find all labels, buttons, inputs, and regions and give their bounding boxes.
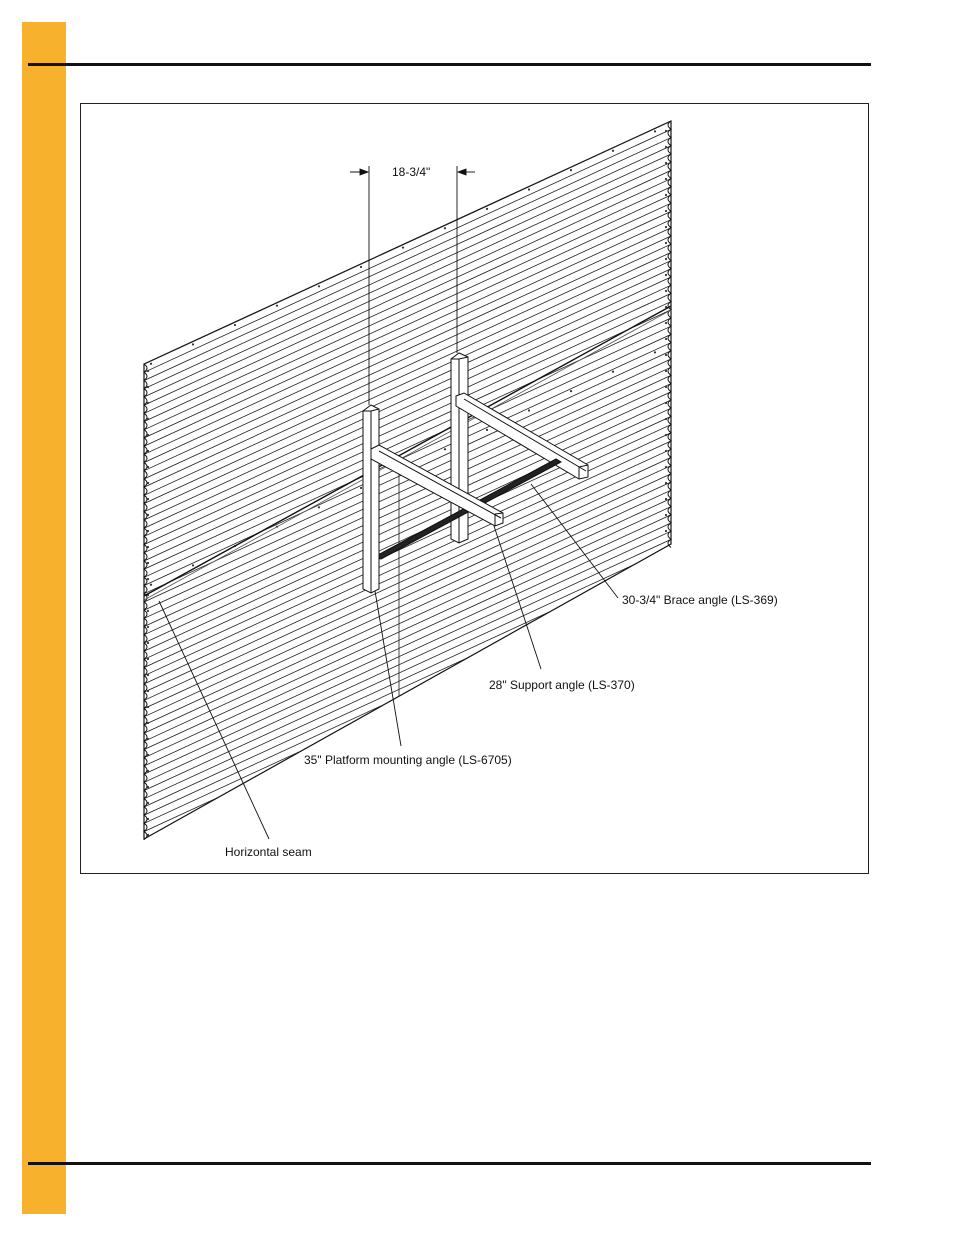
support-angle-label: 28" Support angle (LS-370) bbox=[489, 678, 635, 692]
bolt-dot bbox=[147, 578, 149, 580]
bolt-dot bbox=[665, 418, 667, 420]
bolt-dot bbox=[318, 506, 320, 508]
header-rule bbox=[28, 63, 871, 66]
bolt-dot bbox=[665, 338, 667, 340]
bolt-dot bbox=[665, 466, 667, 468]
bolt-dot bbox=[147, 370, 149, 372]
bolt-dot bbox=[665, 482, 667, 484]
bolt-dot bbox=[665, 450, 667, 452]
bolt-dot bbox=[665, 386, 667, 388]
bolt-dot bbox=[570, 169, 572, 171]
bolt-dot bbox=[665, 162, 667, 164]
bolt-dot bbox=[147, 642, 149, 644]
front-mounting-angle bbox=[363, 405, 379, 593]
bolt-dot bbox=[486, 429, 488, 431]
bolt-dot bbox=[360, 487, 362, 489]
bolt-dot bbox=[402, 246, 404, 248]
bolt-dot bbox=[665, 514, 667, 516]
bolt-dot bbox=[665, 434, 667, 436]
bolt-dot bbox=[444, 227, 446, 229]
bolt-dot bbox=[654, 130, 656, 132]
bolt-dot bbox=[665, 210, 667, 212]
figure-frame bbox=[80, 103, 869, 874]
bolt-dot bbox=[147, 690, 149, 692]
bolt-dot bbox=[444, 448, 446, 450]
bolt-dot bbox=[665, 402, 667, 404]
bolt-dot bbox=[147, 610, 149, 612]
bolt-dot bbox=[654, 351, 656, 353]
bolt-dot bbox=[147, 674, 149, 676]
bolt-dot bbox=[570, 390, 572, 392]
brace-angle-label: 30-3/4" Brace angle (LS-369) bbox=[622, 593, 778, 607]
bolt-dot bbox=[665, 146, 667, 148]
bolt-dot bbox=[612, 150, 614, 152]
bolt-dot bbox=[612, 371, 614, 373]
bolt-dot bbox=[665, 226, 667, 228]
bolt-dot bbox=[360, 266, 362, 268]
bolt-dot bbox=[192, 564, 194, 566]
footer-rule bbox=[28, 1162, 871, 1165]
bolt-dot bbox=[665, 258, 667, 260]
bolt-dot bbox=[528, 409, 530, 411]
mounting-angle-label: 35" Platform mounting angle (LS-6705) bbox=[304, 753, 512, 767]
bolt-dot bbox=[276, 305, 278, 307]
bolt-dot bbox=[234, 324, 236, 326]
bolt-dot bbox=[665, 178, 667, 180]
bolt-dot bbox=[147, 386, 149, 388]
bolt-dot bbox=[665, 498, 667, 500]
bolt-dot bbox=[147, 722, 149, 724]
bolt-dot bbox=[665, 130, 667, 132]
bolt-dot bbox=[665, 530, 667, 532]
bolt-dot bbox=[665, 290, 667, 292]
bolt-dot bbox=[147, 658, 149, 660]
bolt-dot bbox=[528, 188, 530, 190]
bolt-dot bbox=[665, 274, 667, 276]
platform-mounting-diagram bbox=[81, 104, 870, 875]
bolt-dot bbox=[665, 242, 667, 244]
bolt-dot bbox=[665, 322, 667, 324]
section-color-band bbox=[22, 22, 66, 1214]
bolt-dot bbox=[192, 343, 194, 345]
bolt-dot bbox=[318, 285, 320, 287]
horizontal-seam-label: Horizontal seam bbox=[225, 845, 312, 859]
dimension-label: 18-3/4" bbox=[392, 165, 431, 179]
corrugated-wall-panel bbox=[144, 121, 671, 839]
bolt-dot bbox=[665, 370, 667, 372]
bolt-dot bbox=[665, 354, 667, 356]
bolt-dot bbox=[665, 194, 667, 196]
bolt-dot bbox=[147, 706, 149, 708]
bolt-dot bbox=[486, 208, 488, 210]
bolt-dot bbox=[150, 584, 152, 586]
bolt-dot bbox=[147, 626, 149, 628]
bolt-dot bbox=[150, 363, 152, 365]
